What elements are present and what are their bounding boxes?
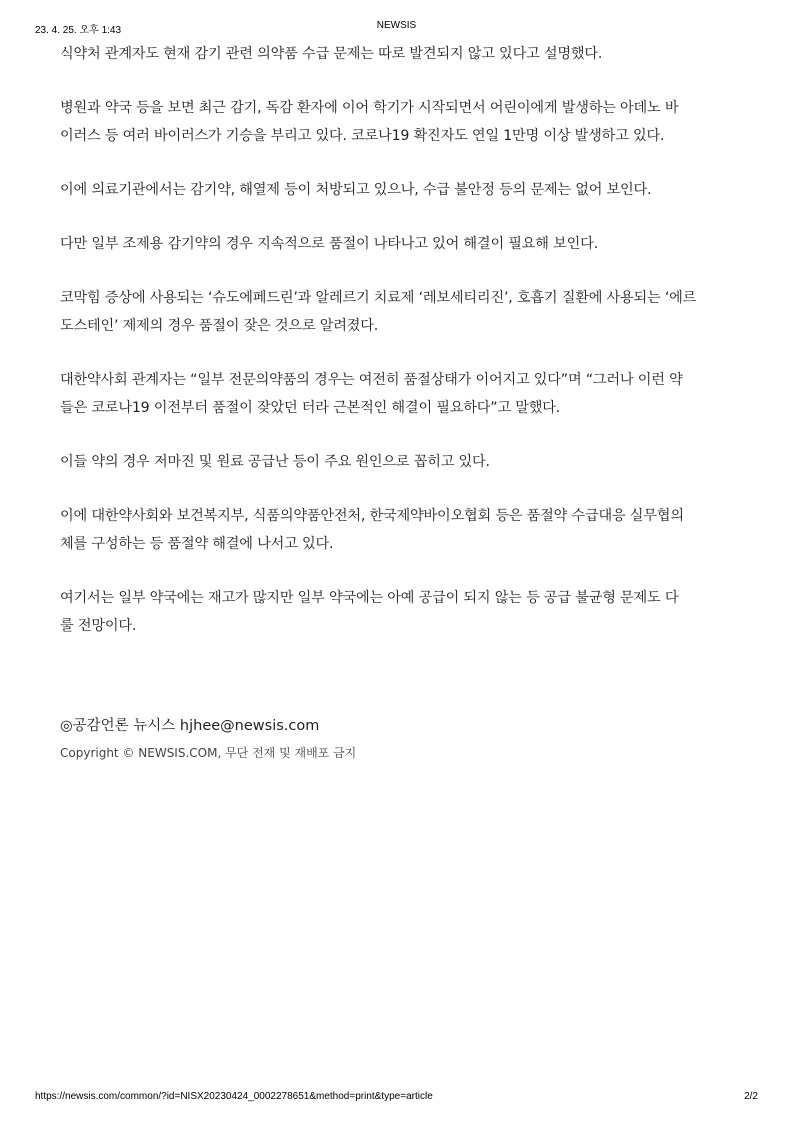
paragraph-line: 이에 대한약사회와 보건복지부, 식품의약품안전처, 한국제약바이오협회 등은 품절약 수급대응 실무협의 bbox=[60, 508, 684, 524]
article-paragraph bbox=[60, 40, 740, 68]
paragraph-line: 이에 의료기관에서는 감기약, 해열제 등이 처방되고 있으나, 수급 불안정 등의 문제는 없어 보인다. bbox=[60, 182, 652, 198]
paragraph-line: 룰 전망이다. bbox=[60, 618, 137, 634]
paragraph-line: 이러스 등 여러 바이러스가 기승을 부리고 있다. 코로나19 확진자도 연일 1만명 이상 발생하고 있다. bbox=[60, 128, 665, 144]
print-site-title: NEWSIS bbox=[376, 20, 417, 31]
article-paragraph bbox=[60, 448, 740, 476]
paragraph-line: 다만 일부 조제용 감기약의 경우 지속적으로 품절이 나타나고 있어 해결이 필요해 보인다. bbox=[60, 236, 598, 252]
print-page-number: 2/2 bbox=[744, 1091, 758, 1102]
paragraph-line: 대한약사회 관계자는 “일부 전문의약품의 경우는 여전히 품절상태가 이어지고 있다”며 “그러나 이런 약 bbox=[60, 372, 683, 388]
article-byline: ◎공감언론 뉴시스 hjhee@newsis.com bbox=[60, 718, 320, 734]
paragraph-line: 병원과 약국 등을 보면 최근 감기, 독감 환자에 이어 학기가 시작되면서 어린이에게 발생하는 아데노 바 bbox=[60, 100, 679, 116]
paragraph-line: 코막힘 증상에 사용되는 ‘슈도에페드린’과 알레르기 치료제 ‘레보세티리진’, 호흡기 질환에 사용되는 ‘에르 bbox=[60, 290, 697, 306]
article-paragraph bbox=[60, 584, 740, 640]
article-paragraph bbox=[60, 230, 740, 258]
article-paragraph bbox=[60, 502, 740, 558]
article-paragraph bbox=[60, 366, 740, 422]
paragraph-line: 도스테인’ 제제의 경우 품절이 잦은 것으로 알려졌다. bbox=[60, 318, 379, 334]
paragraph-line: 식약처 관계자도 현재 감기 관련 의약품 수급 문제는 따로 발견되지 않고 있다고 설명했다. bbox=[60, 46, 603, 62]
paragraph-line: 여기서는 일부 약국에는 재고가 많지만 일부 약국에는 아예 공급이 되지 않는 등 공급 불균형 문제도 다 bbox=[60, 590, 679, 606]
article-paragraph bbox=[60, 284, 740, 340]
article-paragraph bbox=[60, 94, 740, 150]
copyright-notice: Copyright © NEWSIS.COM, 무단 전재 및 재배포 금지 bbox=[60, 746, 357, 760]
paragraph-line: 이들 약의 경우 저마진 및 원료 공급난 등이 주요 원인으로 꼽히고 있다. bbox=[60, 454, 490, 470]
print-page-url: https://newsis.com/common/?id=NISX20230424_0002278651&method=print&type=article bbox=[35, 1091, 433, 1102]
print-datetime: 23. 4. 25. 오후 1:43 bbox=[35, 25, 122, 36]
paragraph-line: 체를 구성하는 등 품절약 해결에 나서고 있다. bbox=[60, 536, 334, 552]
article-paragraph bbox=[60, 176, 740, 204]
paragraph-line: 들은 코로나19 이전부터 품절이 잦았던 터라 근본적인 해결이 필요하다”고 말했다. bbox=[60, 400, 561, 416]
article-body bbox=[60, 40, 740, 666]
